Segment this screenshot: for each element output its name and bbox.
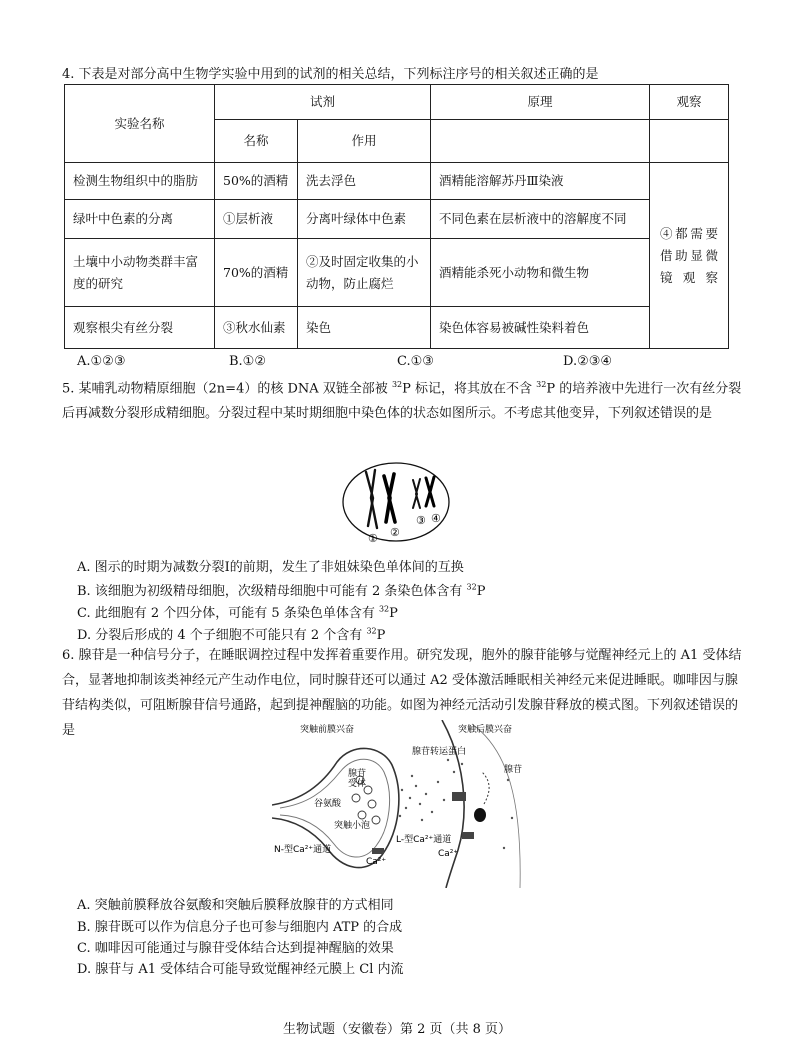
label-ca-2: Ca²⁺ (438, 849, 459, 859)
q6-option-d[interactable]: D. 腺苷与 A1 受体结合可能导致觉醒神经元膜上 Cl 内流 (77, 962, 404, 977)
q5-option-d[interactable]: D. 分裂后形成的 4 个子细胞不可能只有 2 个含有 $^{32}$P (77, 626, 386, 643)
label-presynaptic: 突触前膜兴奋 (300, 725, 355, 735)
q4-option-a[interactable]: A.①②③ (77, 354, 126, 369)
table-row (65, 239, 729, 307)
label-receptor-2: 受体 (348, 779, 367, 789)
q6-stem: 6. 腺苷是一种信号分子，在睡眠调控过程中发挥着重要作用。研究发现，胞外的腺苷能够与觉醒神经元上的 A1 受体结合，显著地抑制该类神经元产生动作电位，同时腺苷还可以通过 A2 受体激活睡眠相关神经元来促进睡眠。咖啡因与腺苷结构类似，可阻断腺苷信号通路，起到提神醒脑的功能。如图为神经元活动引发腺苷释放的模式图。下列叙述错误的是 (62, 648, 742, 738)
header-experiment: 实验名称 (65, 85, 215, 163)
header-function: 作用 (298, 120, 431, 163)
table-row (65, 307, 729, 349)
cell-principle: 不同色素在层析液中的溶解度不同 (431, 200, 650, 239)
chromosome-label-2: ② (390, 526, 400, 539)
q5-option-c[interactable]: C. 此细胞有 2 个四分体，可能有 5 条染色单体含有 $^{32}$P (77, 604, 398, 621)
header-empty (650, 120, 729, 163)
q6-option-b[interactable]: B. 腺苷既可以作为信息分子也可参与细胞内 ATP 的合成 (77, 920, 403, 935)
q4-stem: 4. 下表是对部分高中生物学实验中用到的试剂的相关总结，下列标注序号的相关叙述正确的是 (62, 67, 599, 82)
label-postsynaptic: 突触后膜兴奋 (458, 725, 513, 735)
cell-experiment: 检测生物组织中的脂肪 (65, 163, 215, 200)
label-ca-1: Ca²⁺ (366, 857, 387, 867)
cell-observe-note: ④都需要借助显微镜观察 (650, 163, 729, 349)
cell-experiment: 绿叶中色素的分离 (65, 200, 215, 239)
table-row (65, 200, 729, 239)
cell-reagent-function: 洗去浮色 (298, 163, 431, 200)
cell-reagent-function: 染色 (298, 307, 431, 349)
label-l-channel: L-型Ca²⁺通道 (396, 835, 452, 845)
chromosome-label-3: ③ (416, 514, 426, 527)
q4-option-d[interactable]: D.②③④ (563, 354, 613, 369)
q4-option-b[interactable]: B.①② (229, 354, 266, 369)
cell-reagent-name: 70%的酒精 (215, 239, 298, 307)
header-principle: 原理 (431, 85, 650, 120)
cell-reagent-function: 分离叶绿体中色素 (298, 200, 431, 239)
cell-reagent-function: ②及时固定收集的小动物，防止腐烂 (298, 239, 431, 307)
header-reagent: 试剂 (215, 85, 431, 120)
cell-experiment: 观察根尖有丝分裂 (65, 307, 215, 349)
cell-reagent-name: 50%的酒精 (215, 163, 298, 200)
cell-principle: 染色体容易被碱性染料着色 (431, 307, 650, 349)
q6-option-c[interactable]: C. 咖啡因可能通过与腺苷受体结合达到提神醒脑的效果 (77, 941, 394, 956)
q6-option-a[interactable]: A. 突触前膜释放谷氨酸和突触后膜释放腺苷的方式相同 (77, 898, 394, 913)
label-transporter: 腺苷转运蛋白 (412, 747, 467, 757)
label-n-channel: N-型Ca²⁺通道 (274, 845, 332, 855)
chromosome-figure (340, 462, 460, 548)
chromosome-label-1: ① (368, 532, 378, 545)
header-empty (431, 120, 650, 163)
cell-experiment: 土壤中小动物类群丰富度的研究 (65, 239, 215, 307)
header-name: 名称 (215, 120, 298, 163)
reagent-table (64, 84, 729, 349)
cell-principle: 酒精能杀死小动物和微生物 (431, 239, 650, 307)
label-adenosine: 腺苷 (504, 765, 522, 775)
page-footer: 生物试题（安徽卷）第 2 页（共 8 页） (282, 1022, 512, 1037)
cell-reagent-name: ③秋水仙素 (215, 307, 298, 349)
label-glutamate: 谷氨酸 (314, 799, 342, 809)
cell-reagent-name: ①层析液 (215, 200, 298, 239)
cell-principle: 酒精能溶解苏丹Ⅲ染液 (431, 163, 650, 200)
header-observe: 观察 (650, 85, 729, 120)
q5-stem: 5. 某哺乳动物精原细胞（2n=4）的核 DNA 双链全部被 $^{32}$P 标记，将其放在不含 $^{32}$P 的培养液中先进行一次有丝分裂后再减数分裂形成精细胞。分裂过程中某时期细胞中染色体的状态如图所示。不考虑其他变异，下列叙述错误的是 (62, 380, 742, 422)
table-row (65, 163, 729, 200)
synapse-figure (272, 720, 522, 888)
q5-option-a[interactable]: A. 图示的时期为减数分裂Ⅰ的前期，发生了非姐妹染色单体间的互换 (77, 560, 464, 575)
q5-option-b[interactable]: B. 该细胞为初级精母细胞，次级精母细胞中可能有 2 条染色体含有 $^{32}$P (77, 582, 486, 599)
label-receptor-1: 腺苷 (348, 769, 367, 779)
chromosome-label-4: ④ (431, 512, 441, 525)
q4-option-c[interactable]: C.①③ (397, 354, 434, 369)
label-vesicle: 突触小泡 (334, 821, 371, 831)
